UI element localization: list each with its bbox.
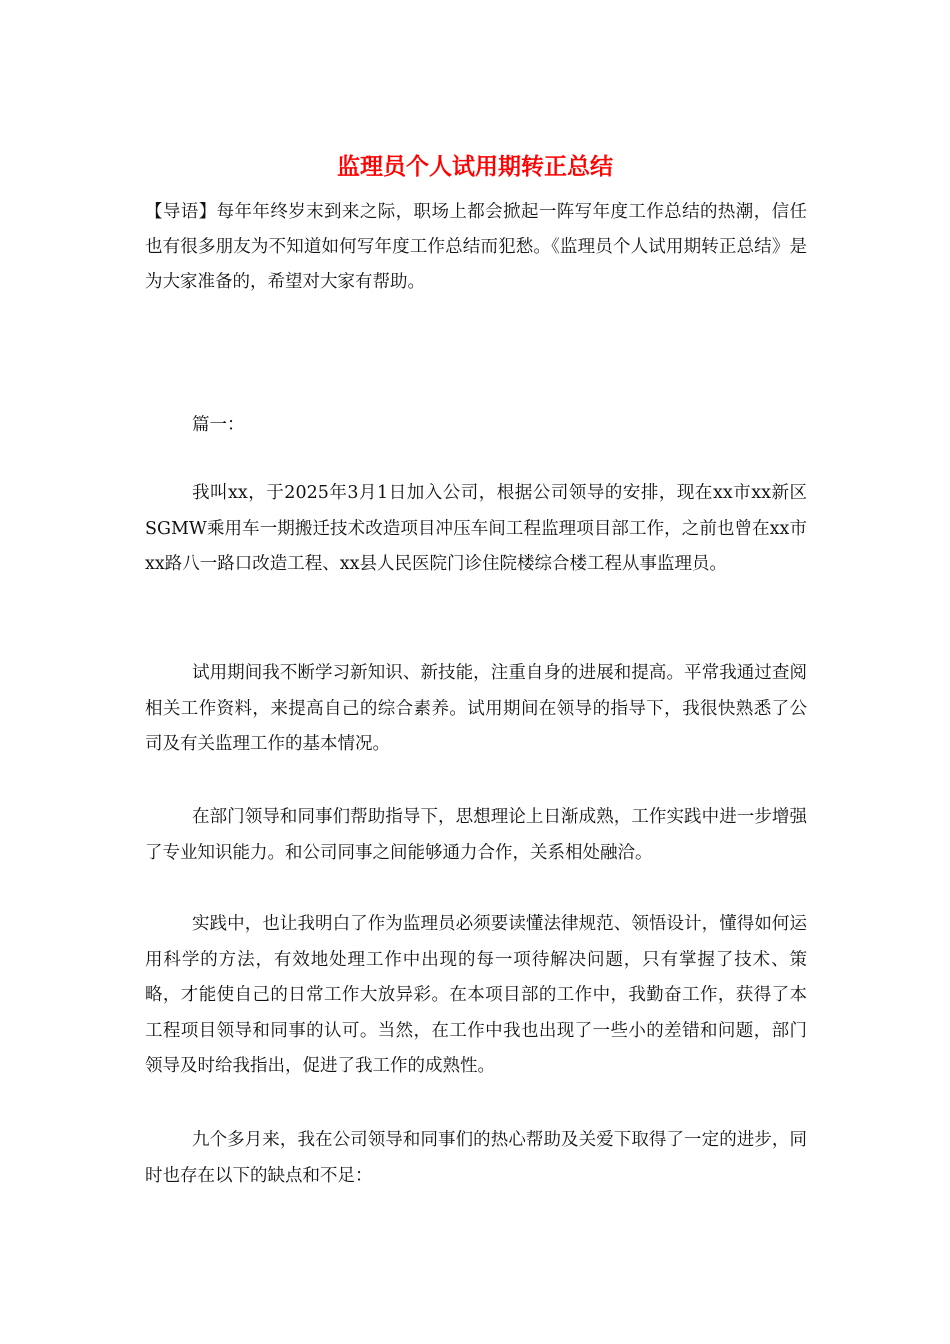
body-paragraph-5: 九个多月来，我在公司领导和同事们的热心帮助及关爱下取得了一定的进步，同时也存在以下的缺点和不足： [145,1130,807,1186]
intro-paragraph: 【导语】每年年终岁末到来之际，职场上都会掀起一阵写年度工作总结的热潮，信任也有很多朋友为不知道如何写年度工作总结而犯愁。《监理员个人试用期转正总结》是为大家准备的，希望对大家有帮助。 [145,202,807,292]
document-title: 监理员个人试用期转正总结 [337,153,613,180]
body-paragraph-3: 在部门领导和同事们帮助指导下，思想理论上日渐成熟，工作实践中进一步增强了专业知识能力。和公司同事之间能够通力合作，关系相处融洽。 [145,807,807,863]
section-heading: 篇一： [192,415,245,435]
body-paragraph-4: 实践中，也让我明白了作为监理员必须要读懂法律规范、领悟设计，懂得如何运用科学的方法，有效地处理工作中出现的每一项待解决问题，只有掌握了技术、策略，才能使自己的日常工作大放异彩。在本项目部的工作中，我勤奋工作，获得了本工程项目领导和同事的认可。当然，在工作中我也出现了一些小的差错和问题，部门领导及时给我指出，促进了我工作的成熟性。 [145,914,807,1076]
body-paragraph-2: 试用期间我不断学习新知识、新技能，注重自身的进展和提高。平常我通过查阅相关工作资料，来提高自己的综合素养。试用期间在领导的指导下，我很快熟悉了公司及有关监理工作的基本情况。 [145,663,807,754]
body-paragraph-1: 我叫xx，于2025年3月1日加入公司，根据公司领导的安排，现在xx市xx新区SGMW乘用车一期搬迁技术改造项目冲压车间工程监理项目部工作，之前也曾在xx市xx路八一路口改造工程、xx县人民医院门诊住院楼综合楼工程从事监理员。 [145,483,807,574]
